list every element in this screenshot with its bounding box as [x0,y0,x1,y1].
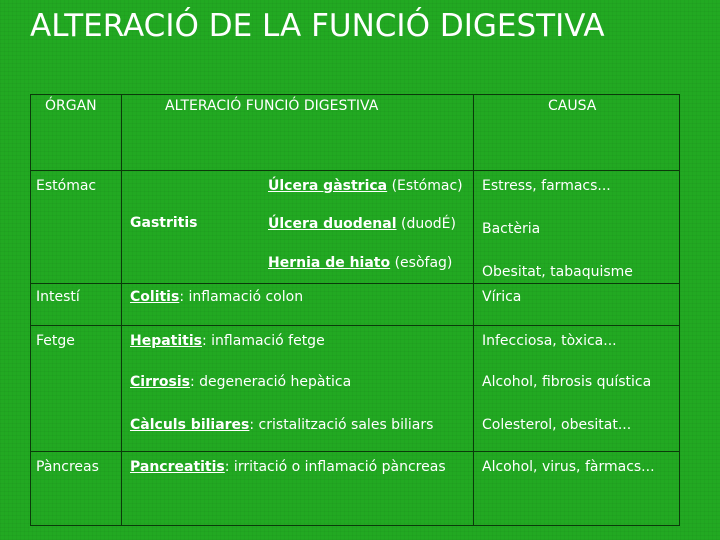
organ-intesti: Intestí [36,289,80,305]
cause-ulcera-gastrica: Estress, farmacs... [482,178,611,194]
detail: : inflamació colon [179,289,304,305]
cause-cirrosis: Alcohol, fibrosis quística [482,374,652,390]
term: Úlcera duodenal [268,216,397,232]
alteration-cirrosis [130,374,351,390]
table-border-right [679,94,680,526]
gastritis-label: Gastritis [130,215,198,231]
header-organ: ÓRGAN [45,98,97,114]
cause-hernia-hiato: Obesitat, tabaquisme [482,264,633,280]
row-divider-pancreas [30,451,680,452]
alteration-ulcera-duodenal [268,216,456,232]
detail: : irritació o inflamació pàncreas [224,459,446,475]
cause-pancreatitis: Alcohol, virus, fàrmacs... [482,459,655,475]
term: Càlculs biliares [130,417,250,433]
cause-calculs-biliares: Colesterol, obesitat... [482,417,632,433]
alteration-pancreatitis [130,459,446,475]
organ-fetge: Fetge [36,333,75,349]
row-divider-intesti [30,283,680,284]
cause-hepatitis: Infecciosa, tòxica... [482,333,617,349]
cause-colitis: Vírica [482,289,522,305]
detail: (esòfag) [390,255,453,271]
term: Hernia de hiato [268,255,391,271]
detail: (Estómac) [387,178,463,194]
detail: : cristalització sales biliars [249,417,434,433]
alteration-hernia-hiato [268,255,452,271]
detail: : degeneració hepàtica [189,374,352,390]
page-title: ALTERACIÓ DE LA FUNCIÓ DIGESTIVA [30,8,605,44]
term: Hepatitis [130,333,202,349]
table-border-top [30,94,680,95]
alteration-hepatitis [130,333,325,349]
column-divider-cause [473,94,474,526]
header-alteration: ALTERACIÓ FUNCIÓ DIGESTIVA [165,98,379,114]
organ-estomac: Estómac [36,178,97,194]
alteration-ulcera-gastrica [268,178,463,194]
detail: : inflamació fetge [202,333,325,349]
header-divider [30,170,680,171]
alteration-colitis [130,289,303,305]
organ-pancreas: Pàncreas [36,459,99,475]
cause-ulcera-duodenal: Bactèria [482,221,541,237]
header-cause: CAUSA [548,98,597,114]
table-border-bottom [30,525,680,526]
table-border-left [30,94,31,526]
term: Úlcera gàstrica [268,178,388,194]
row-divider-fetge [30,325,680,326]
detail: (duodÉ) [396,216,456,232]
term: Colitis [130,289,180,305]
term: Pancreatitis [130,459,225,475]
term: Cirrosis [130,374,190,390]
alteration-calculs-biliares [130,417,433,433]
column-divider-organ [121,94,122,526]
